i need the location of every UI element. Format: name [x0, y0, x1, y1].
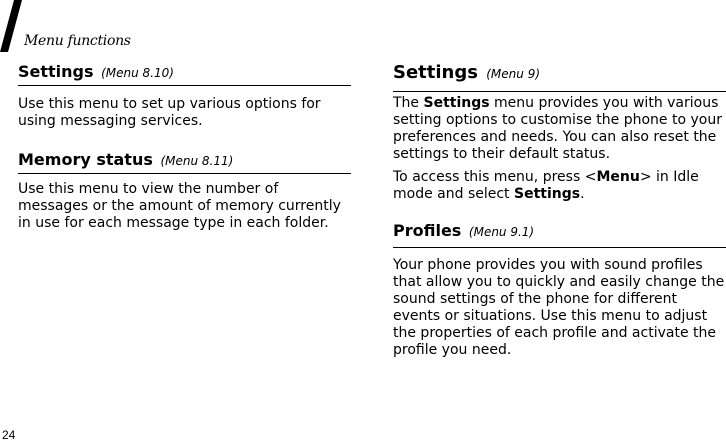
text-run: . [580, 186, 585, 202]
section-title: Profiles [393, 221, 462, 240]
menu-reference: (Menu 8.10) [101, 66, 174, 80]
menu-reference: (Menu 9) [486, 67, 541, 81]
profiles-body: Your phone provides you with sound profiles that allow you to quickly and easily change the sound settings of the phone for different events or situations. Use this menu to adjust the properties of each profile and activate the profile you need. [393, 257, 725, 358]
section-heading-settings-messaging [18, 62, 351, 86]
section-body: Use this menu to view the number of messages or the amount of memory currently in use for each message type in each folder. [18, 181, 341, 231]
section-heading-settings-main [393, 62, 726, 92]
text-run: menu provides you with various setting options to customise the phone to your preferences and needs. You can also reset the settings to their default status. [393, 95, 722, 162]
section-title: Settings [18, 62, 94, 81]
section-body: Use this menu to set up various options for using messaging services. [18, 96, 321, 129]
running-header-title: Menu functions [24, 33, 131, 49]
bold-term: Settings [423, 95, 490, 111]
section-heading-memory-status [18, 150, 351, 174]
settings-intro-paragraph [393, 95, 726, 163]
right-column [393, 62, 726, 359]
menu-reference: (Menu 9.1) [468, 225, 535, 239]
header-accent-bar [0, 0, 22, 52]
left-column [18, 62, 351, 232]
section-heading-profiles [393, 221, 726, 248]
section-title: Memory status [18, 150, 153, 169]
page-number: 24 [2, 428, 16, 442]
text-run: The [393, 95, 424, 111]
bold-term: Settings [514, 186, 581, 202]
text-run: > in Idle mode and select [393, 169, 699, 202]
text-run: To access this menu, press < [393, 169, 597, 185]
section-title: Settings [393, 62, 478, 83]
settings-access-paragraph [393, 169, 726, 203]
bold-term: Menu [596, 169, 640, 185]
menu-reference: (Menu 8.11) [160, 154, 234, 168]
